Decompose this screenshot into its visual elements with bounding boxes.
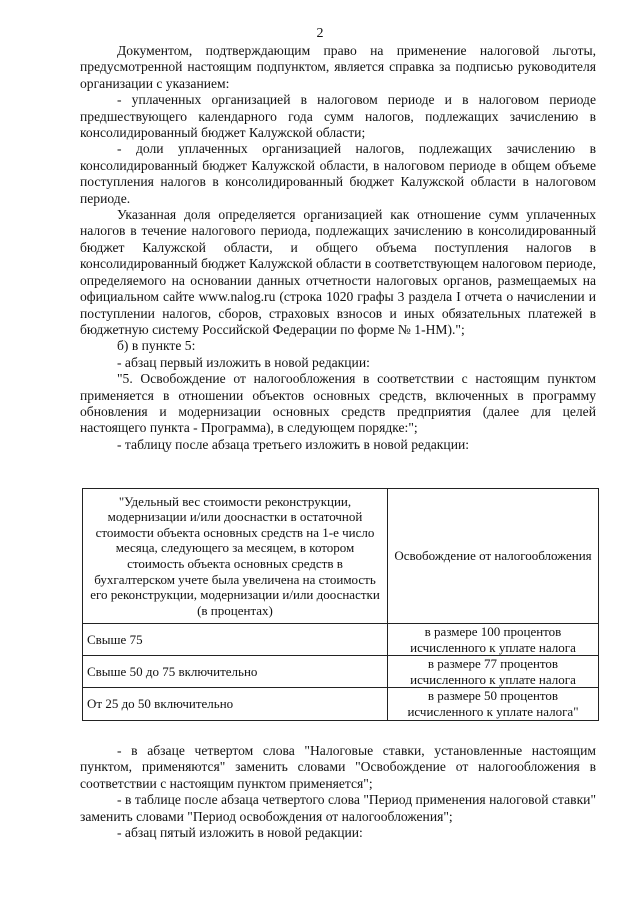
paragraph-table-intro: - таблицу после абзаца третьего изложить в новой редакции: <box>117 436 470 452</box>
exemption-table <box>82 488 599 721</box>
table-cell-range: Свыше 75 <box>83 624 388 656</box>
table-row <box>83 688 599 720</box>
table-row <box>83 656 599 688</box>
paragraph-point-5: "5. Освобождение от налогообложения в соответствии с настоящим пунктом применяется в отношении объектов основных средств, включенных в программу обновления и модернизации основных средств предприятия (далее для целей настоящего пункта - Программа), в следующем порядке:"; <box>80 371 596 436</box>
body-text-top <box>80 43 596 453</box>
table-cell-range: От 25 до 50 включительно <box>83 688 388 720</box>
table-cell-benefit: в размере 100 процентов исчисленного к уплате налога <box>388 624 599 656</box>
paragraph-share-definition: Указанная доля определяется организацией как отношение сумм уплаченных налогов в течение налогового периода, подлежащих зачислению в консолидированный бюджет Калужской области, и общего объема поступления налогов в консолидированный бюджет Калужской области в соответствующем налоговом периоде, определяемого на основании данных отчетности налоговых органов, размещаемых на официальном сайте www.nalog.ru (строка 1020 графы 3 раздела I отчета о начислении и поступлении налогов, сборов, страховых взносов и иных обязательных платежей в бюджетную систему Российской Федерации по форме № 1-НМ)."; <box>80 207 596 337</box>
table-header-exemption: Освобождение от налогообложения <box>388 489 599 624</box>
body-text-bottom <box>80 743 596 841</box>
paragraph-table-words: - в таблице после абзаца четвертого слова "Период применения налоговой ставки" заменить словами "Период освобождения от налогообложения"; <box>80 792 596 824</box>
paragraph-item-b: б) в пункте 5: <box>117 338 196 354</box>
paragraph-document-proof: Документом, подтверждающим право на применение налоговой льготы, предусмотренной настоящим подпунктом, является справка за подписью руководителя организации с указанием: <box>80 43 596 91</box>
page-number: 2 <box>316 26 324 41</box>
table-cell-range: Свыше 50 до 75 включительно <box>83 656 388 688</box>
paragraph-taxes-paid: - уплаченных организацией в налоговом периоде и в налоговом периоде предшествующего календарного года сумм налогов, подлежащих зачислению в консолидированный бюджет Калужской области; <box>80 92 596 141</box>
table-header-row <box>83 489 599 624</box>
table-cell-benefit: в размере 50 процентов исчисленного к уплате налога" <box>388 688 599 720</box>
table-cell-benefit: в размере 77 процентов исчисленного к уплате налога <box>388 656 599 688</box>
table-row <box>83 624 599 656</box>
paragraph-abzac-4-words: - в абзаце четвертом слова "Налоговые ставки, установленные настоящим пунктом, применяются" заменить словами "Освобождение от налогообложения в соответствии с настоящим пунктом применяется"; <box>80 743 596 791</box>
table-header-share: "Удельный вес стоимости реконструкции, модернизации и/или дооснастки в остаточной стоимости объекта основных средств на 1-е число месяца, следующего за месяцем, в котором стоимость объекта основных средств в бухгалтерском учете была увеличена на стоимость его реконструкции, модернизации и/или дооснастки (в процентах) <box>83 489 388 624</box>
paragraph-tax-share: - доли уплаченных организацией налогов, подлежащих зачислению в консолидированный бюджет Калужской области, в налоговом периоде в общем объеме поступления налогов в консолидированный бюджет Калужской области в налоговом периоде. <box>80 141 596 206</box>
paragraph-first-abzac: - абзац первый изложить в новой редакции: <box>117 354 370 370</box>
paragraph-abzac-5: - абзац пятый изложить в новой редакции: <box>117 825 363 841</box>
